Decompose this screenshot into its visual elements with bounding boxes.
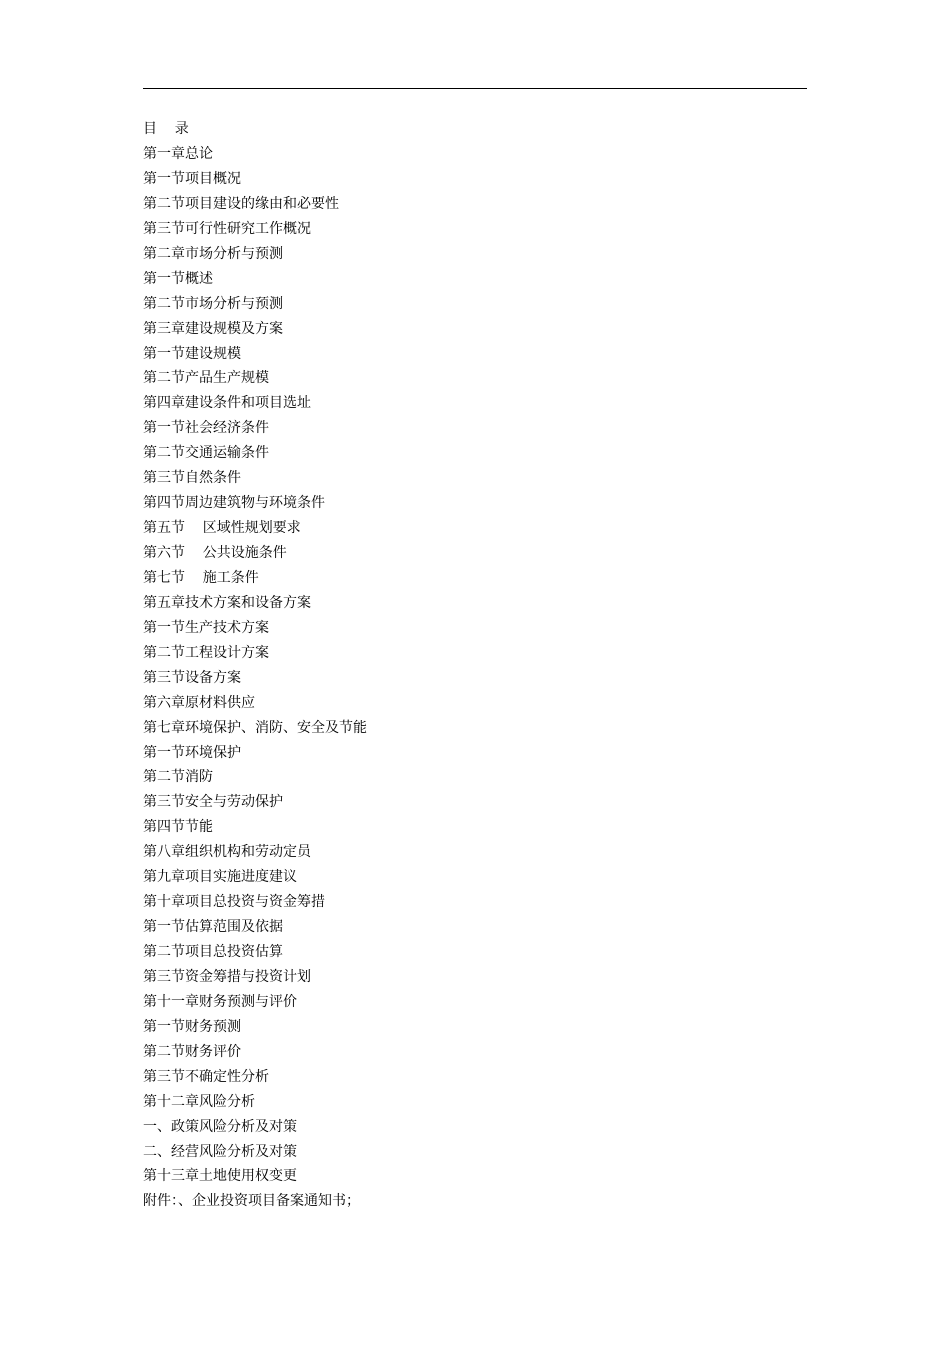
header-rule <box>143 88 807 89</box>
toc-entry: 第四节周边建筑物与环境条件 <box>143 495 325 512</box>
toc-entry: 第四节节能 <box>143 819 213 836</box>
toc-entry: 第一节建设规模 <box>143 345 241 362</box>
toc-entry: 第七节 施工条件 <box>143 569 259 586</box>
toc-list <box>143 142 803 1214</box>
toc-entry: 第六节 公共设施条件 <box>143 545 287 561</box>
toc-entry: 第九章项目实施进度建议 <box>143 869 297 886</box>
toc-entry: 一、政策风险分析及对策 <box>143 1118 297 1135</box>
toc-entry: 第七章环境保护、消防、安全及节能 <box>143 719 367 736</box>
toc-entry: 第十章项目总投资与资金筹措 <box>143 894 325 911</box>
toc-entry: 第三节设备方案 <box>143 669 241 686</box>
toc-entry: 第十一章财务预测与评价 <box>143 993 297 1010</box>
toc-title: 目 录 <box>143 121 189 137</box>
toc-entry: 第十三章土地使用权变更 <box>143 1168 297 1185</box>
toc-entry: 第一节估算范围及依据 <box>143 919 283 936</box>
toc-entry: 第一节概述 <box>143 270 213 287</box>
toc-entry: 附件：、企业投资项目备案通知书； <box>143 1193 360 1210</box>
toc-entry: 第三节不确定性分析 <box>143 1068 269 1085</box>
toc-entry: 第三节可行性研究工作概况 <box>143 220 311 237</box>
toc-entry: 第三节资金筹措与投资计划 <box>143 968 311 985</box>
toc-entry: 第一节项目概况 <box>143 170 241 187</box>
toc-entry: 第三节安全与劳动保护 <box>143 794 283 811</box>
toc-entry: 第一节生产技术方案 <box>143 619 269 636</box>
table-of-contents <box>143 117 803 1214</box>
toc-entry: 第二节项目总投资估算 <box>143 944 283 960</box>
toc-entry: 第八章组织机构和劳动定员 <box>143 844 311 861</box>
toc-entry: 第一章总论 <box>143 146 213 162</box>
toc-entry: 第一节社会经济条件 <box>143 420 269 437</box>
toc-entry: 第十二章风险分析 <box>143 1093 255 1110</box>
toc-entry: 第二节交通运输条件 <box>143 445 269 462</box>
toc-entry: 第二章市场分析与预测 <box>143 245 283 262</box>
toc-entry: 第五节 区域性规划要求 <box>143 520 301 537</box>
toc-entry: 第二节市场分析与预测 <box>143 295 283 312</box>
toc-entry: 第四章建设条件和项目选址 <box>143 395 311 412</box>
toc-entry: 第三章建设规模及方案 <box>143 320 283 337</box>
toc-entry: 第三节自然条件 <box>143 470 241 487</box>
toc-entry: 第二节财务评价 <box>143 1043 241 1060</box>
toc-entry: 第二节工程设计方案 <box>143 644 269 661</box>
toc-entry: 第二节消防 <box>143 769 213 786</box>
toc-entry: 第一节环境保护 <box>143 744 241 761</box>
toc-entry: 二、经营风险分析及对策 <box>143 1143 297 1160</box>
toc-entry: 第五章技术方案和设备方案 <box>143 594 311 611</box>
toc-entry: 第一节财务预测 <box>143 1018 241 1035</box>
toc-entry: 第六章原材料供应 <box>143 694 255 711</box>
toc-entry: 第二节产品生产规模 <box>143 370 269 387</box>
toc-entry: 第二节项目建设的缘由和必要性 <box>143 195 339 212</box>
